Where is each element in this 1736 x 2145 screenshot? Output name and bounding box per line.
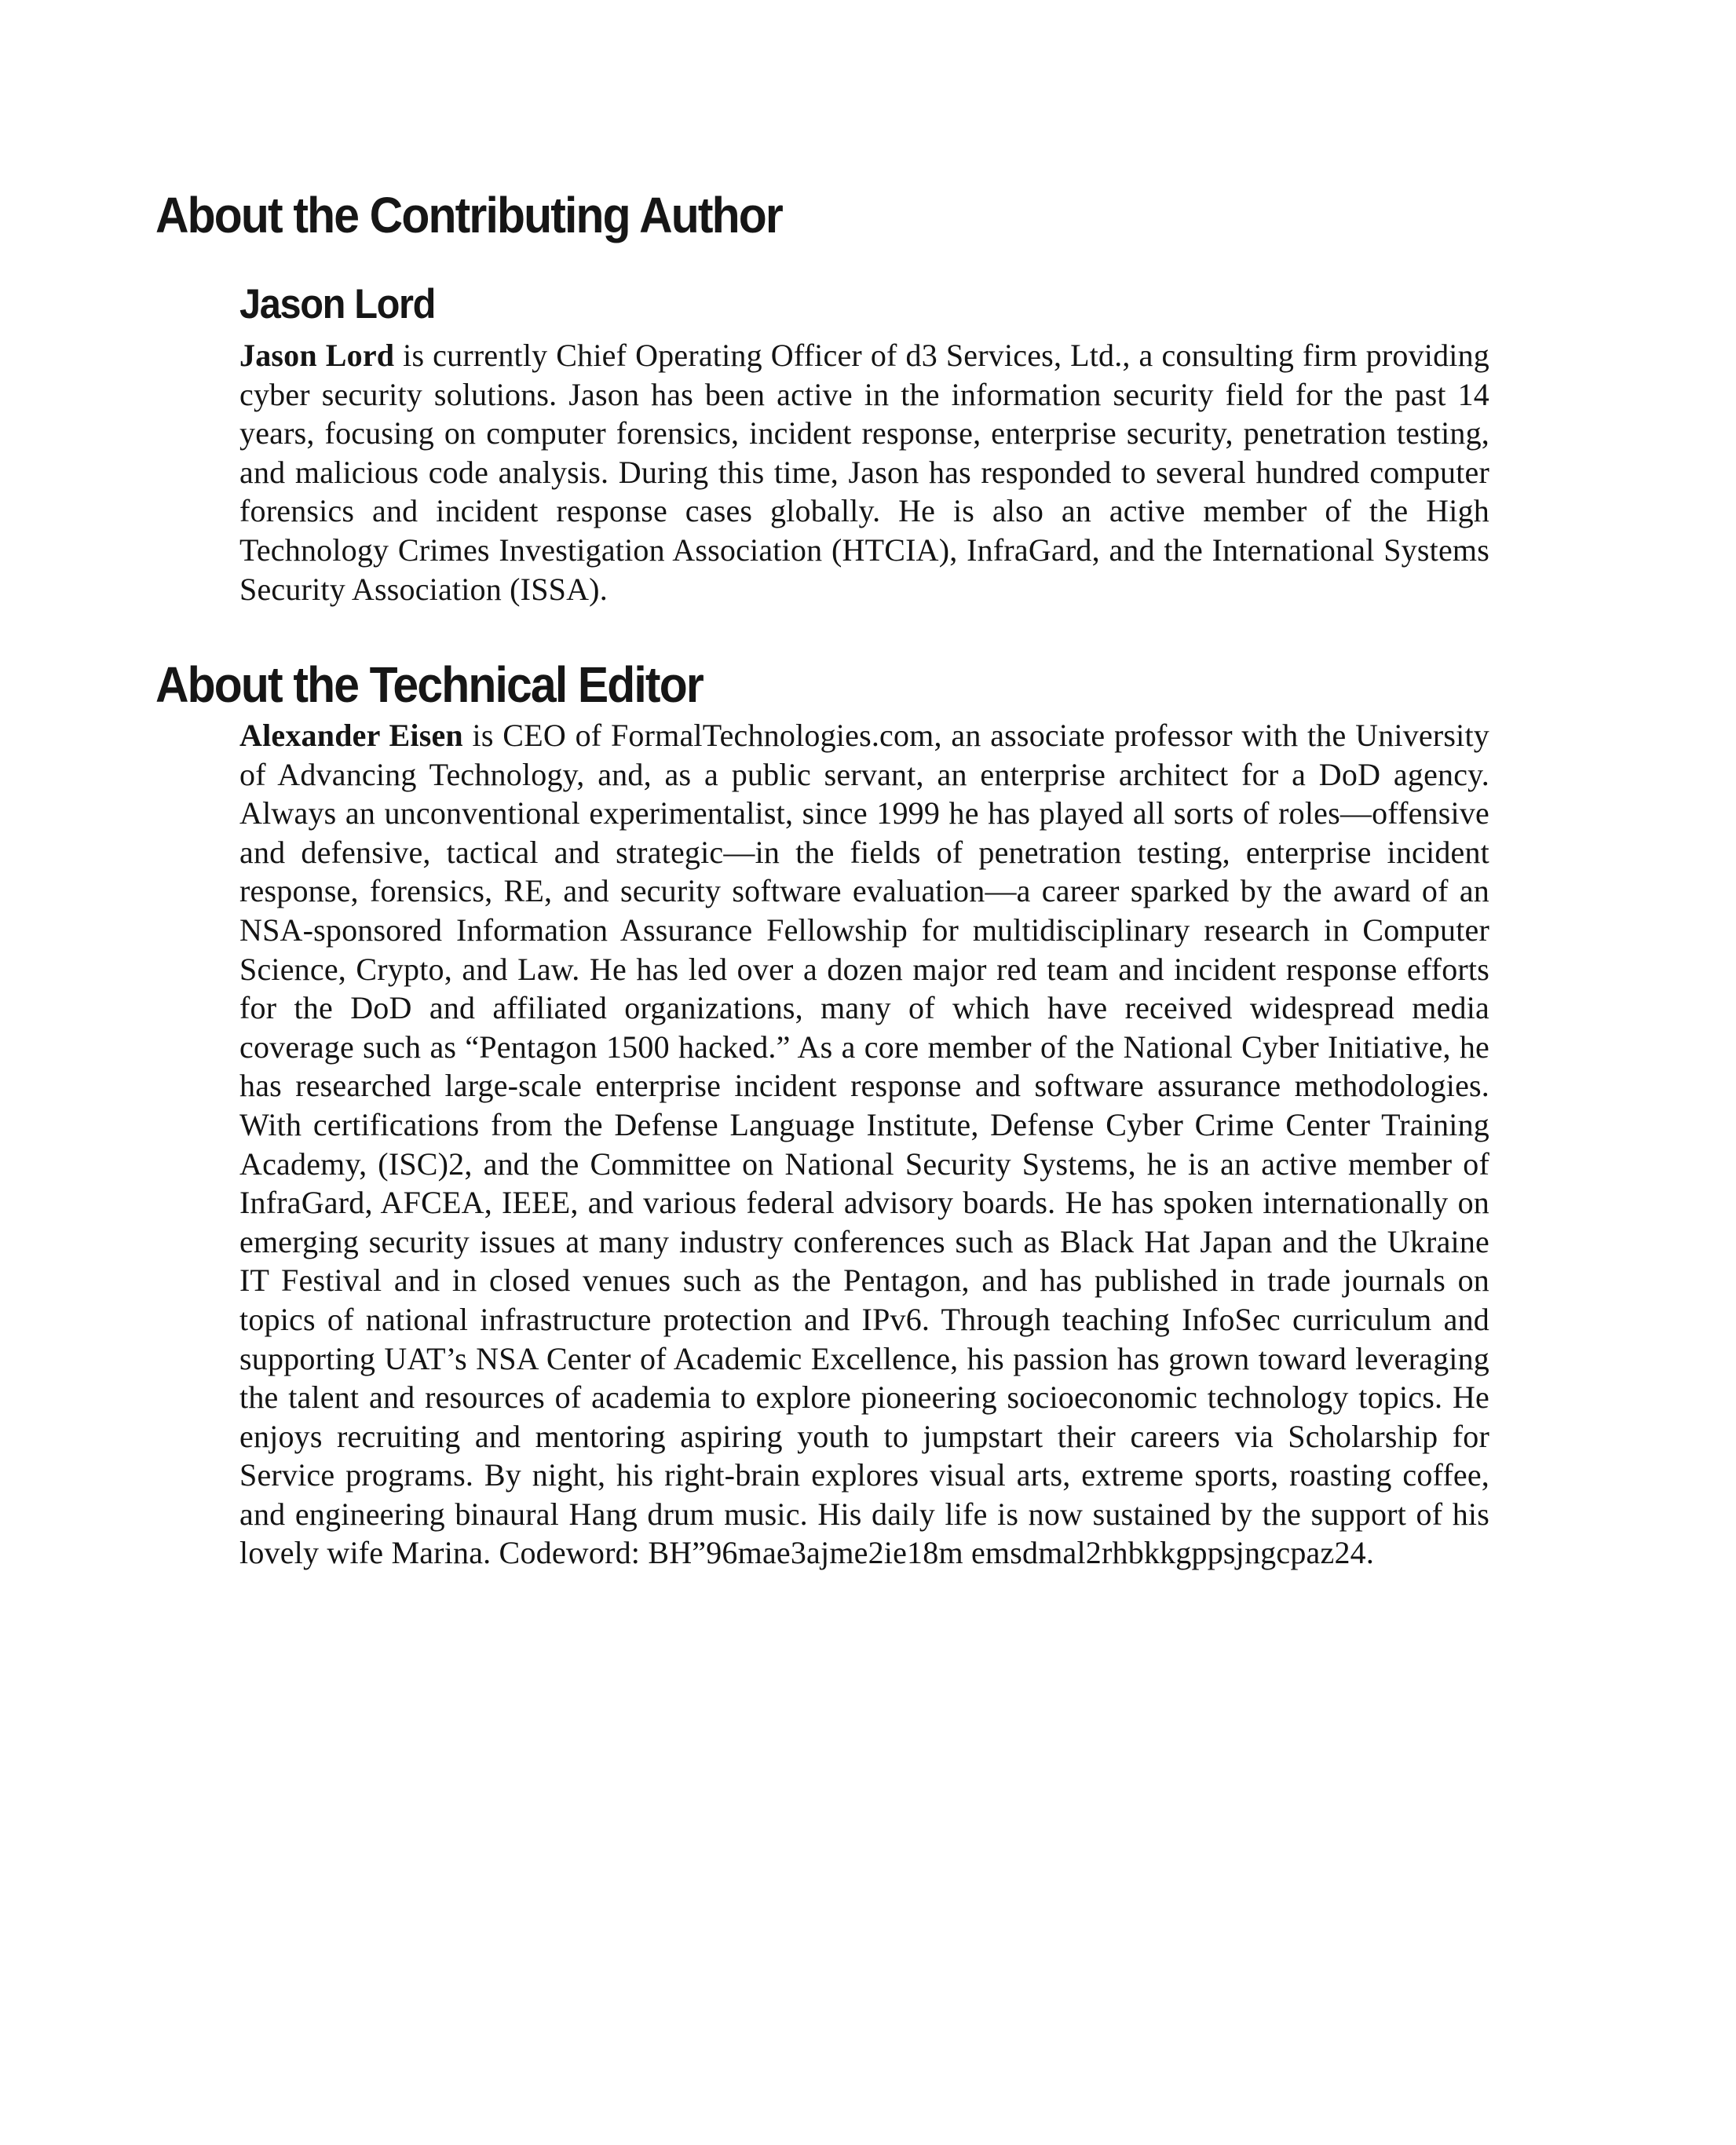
- contributing-author-heading: About the Contributing Author: [155, 187, 782, 243]
- author-bio-lead-name: Jason Lord: [239, 338, 395, 373]
- author-bio-paragraph: [239, 336, 1489, 608]
- author-name-heading: Jason Lord: [239, 281, 436, 327]
- author-bio-text: is currently Chief Operating Officer of d3 Services, Ltd., a consulting firm providing cyber security solutions. Jason has been active in the information security field for the past 14 years, focusing on computer forensics, incident response, enterprise security, penetration testing, and malicious code analysis. During this time, Jason has responded to several hundred computer forensics and incident response cases globally. He is also an active member of the High Technology Crimes Investigation Association (HTCIA), InfraGard, and the International Systems Security Association (ISSA).: [239, 338, 1489, 607]
- editor-bio-text: is CEO of FormalTechnologies.com, an associate professor with the University of Advancing Technology, and, as a public servant, an enterprise architect for a DoD agency. Always an unconventional experimentalist, since 1999 he has played all sorts of roles—offensive and defensive, tactical and strategic—in the fields of penetration testing, enterprise incident response, forensics, RE, and security software evaluation—a career sparked by the award of an NSA-sponsored Information Assurance Fellowship for multidisciplinary research in Computer Science, Crypto, and Law. He has led over a dozen major red team and incident response efforts for the DoD and affiliated organizations, many of which have received widespread media coverage such as “Pentagon 1500 hacked.” As a core member of the National Cyber Initiative, he has researched large-scale enterprise incident response and software assurance methodologies. With certifications from the Defense Language Institute, Defense Cyber Crime Center Training Academy, (ISC)2, and the Committee on National Security Systems, he is an active member of InfraGard, AFCEA, IEEE, and various federal advisory boards. He has spoken internationally on emerging security issues at many industry conferences such as Black Hat Japan and the Ukraine IT Festival and in closed venues such as the Pentagon, and has published in trade journals on topics of national infrastructure protection and IPv6. Through teaching InfoSec curriculum and supporting UAT’s NSA Center of Academic Excellence, his passion has grown toward leveraging the talent and resources of academia to explore pioneering socioeconomic technology topics. He enjoys recruiting and mentoring aspiring youth to jumpstart their careers via Scholarship for Service programs. By night, his right-brain explores visual arts, extreme sports, roasting coffee, and engineering binaural Hang drum music. His daily life is now sustained by the support of his lovely wife Marina. Codeword: BH”96mae3ajme2ie18m emsdmal2rhbkkgppsjngcpaz24.: [239, 718, 1489, 1571]
- editor-bio-paragraph: [239, 716, 1489, 1573]
- editor-bio-lead-name: Alexander Eisen: [239, 718, 463, 753]
- technical-editor-heading: About the Technical Editor: [155, 656, 703, 713]
